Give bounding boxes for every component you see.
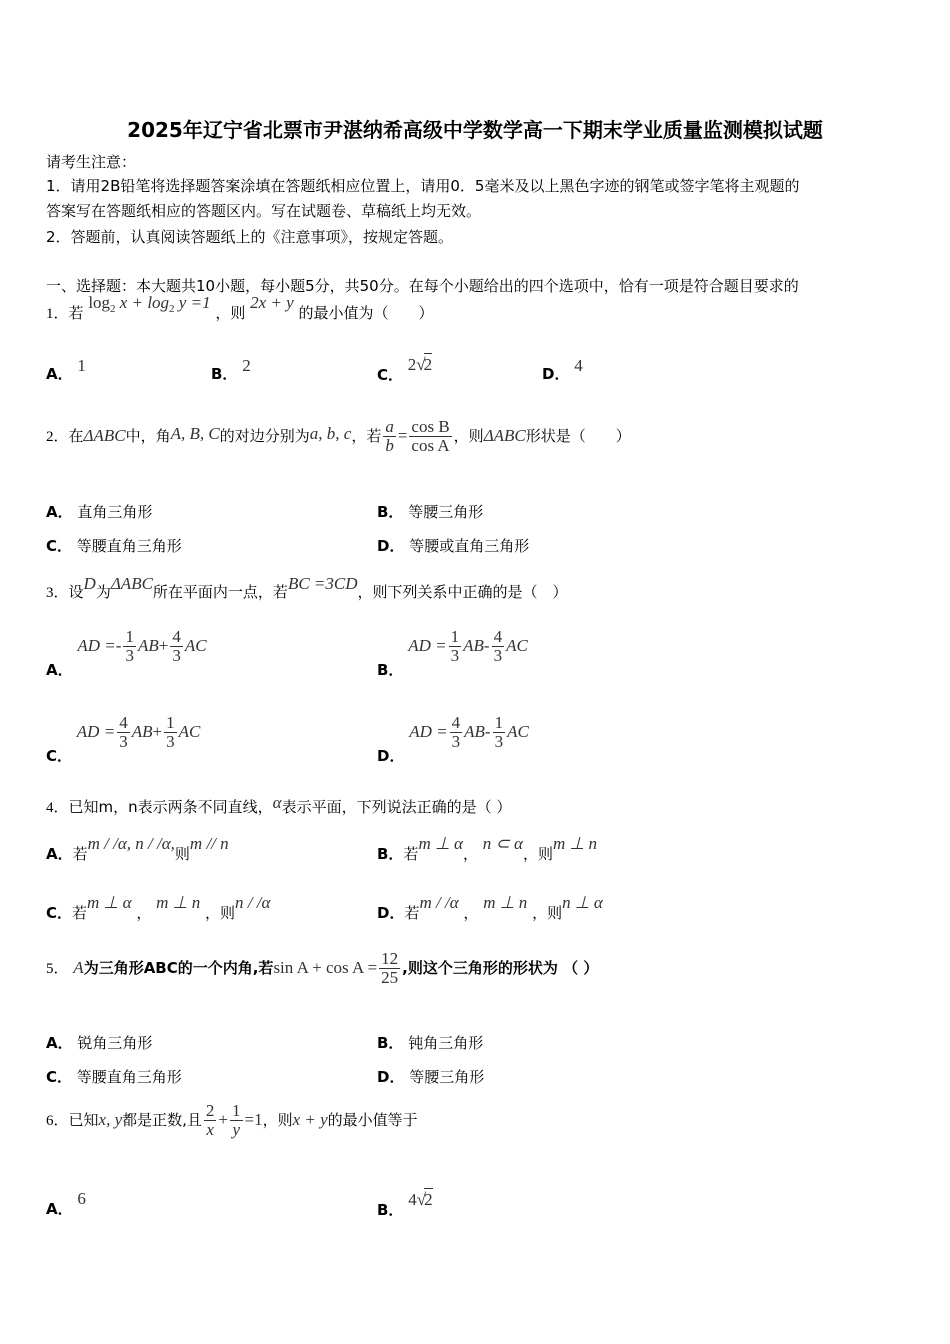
q4-option-b[interactable]: B．若m ⊥ α， n ⊂ α，则m ⊥ n bbox=[377, 834, 598, 863]
q4-option-c[interactable]: C．若m ⊥ α ， m ⊥ n ，则n / /α bbox=[46, 893, 271, 922]
q3-option-c[interactable]: C． AD = $\frac{4}{3}$ AB+ $\frac{1}{3}$ AC bbox=[46, 713, 201, 765]
q6-option-b[interactable]: B． 4√2 bbox=[377, 1190, 433, 1219]
question-1: 1．若 $\log_2 x + \log_2 y =1$ ，则 2x + y 的最小值为（ ） bbox=[46, 293, 434, 322]
q3-option-d[interactable]: D． AD = $\frac{4}{3}$ AB- $\frac{1}{3}$ AC bbox=[377, 713, 529, 765]
q3-option-a[interactable]: A． AD =- $\frac{1}{3}$ AB+ $\frac{4}{3}$ AC bbox=[46, 627, 207, 679]
q2-option-a[interactable]: A． 直角三角形 bbox=[46, 503, 153, 521]
question-3: 3．设D为ΔABC所在平面内一点，若BC =3CD，则下列关系中正确的是（ ） bbox=[46, 574, 568, 601]
sqrt-icon: √ bbox=[416, 1190, 427, 1209]
q5-option-d[interactable]: D． 等腰三角形 bbox=[377, 1068, 485, 1086]
question-6: 6．已知x, y都是正数,且 $\frac{2}{x}$ + $\frac{1}{y}$ =1，则x + y的最小值等于 bbox=[46, 1101, 418, 1139]
notice-line-2: 2．答题前，认真阅读答题纸上的《注意事项》，按规定答题。 bbox=[46, 228, 454, 246]
page-title: 2025年辽宁省北票市尹湛纳希高级中学数学高一下期末学业质量监测模拟试题 bbox=[127, 118, 823, 142]
notice-line-1b: 答案写在答题纸相应的答题区内。写在试题卷、草稿纸上均无效。 bbox=[46, 202, 482, 220]
notice-heading: 请考生注意： bbox=[46, 153, 137, 171]
sqrt-icon: √ bbox=[416, 355, 426, 374]
question-4: 4．已知m，n表示两条不同直线，α表示平面，下列说法正确的是（ ） bbox=[46, 793, 512, 816]
question-5: 5． A为三角形ABC的一个内角,若sin A + cos A = $\frac{12}{25}$ ,则这个三角形的形状为 （ ） bbox=[46, 949, 599, 987]
q5-option-b[interactable]: B． 钝角三角形 bbox=[377, 1034, 484, 1052]
q2-option-d[interactable]: D． 等腰或直角三角形 bbox=[377, 537, 530, 555]
question-2: 2．在ΔABC中，角A, B, C的对边分别为a, b, c，若 $\frac{a}{b}$ = $\frac{\text{cos B}}{\text{cos A}}$ ，则ΔABC形状是（ ） bbox=[46, 417, 631, 455]
q2-option-c[interactable]: C． 等腰直角三角形 bbox=[46, 537, 182, 555]
q1-option-c[interactable]: C． 2√2 bbox=[377, 355, 433, 384]
notice-line-1a: 1．请用2B铅笔将选择题答案涂填在答题纸相应位置上，请用0．5毫米及以上黑色字迹的钢笔或签字笔将主观题的 bbox=[46, 177, 800, 195]
q6-option-a[interactable]: A． 6 bbox=[46, 1189, 86, 1218]
q1-option-a[interactable]: A． 1 bbox=[46, 356, 86, 383]
q1-option-d[interactable]: D． 4 bbox=[542, 356, 583, 383]
q3-option-b[interactable]: B． AD = $\frac{1}{3}$ AB- $\frac{4}{3}$ AC bbox=[377, 627, 528, 679]
q1-condition: $\log_2 x + \log_2 y =1$ bbox=[88, 293, 211, 315]
q4-option-d[interactable]: D．若m / /α ， m ⊥ n ，则n ⊥ α bbox=[377, 893, 603, 922]
q5-option-a[interactable]: A． 锐角三角形 bbox=[46, 1034, 153, 1052]
q4-option-a[interactable]: A．若m / /α, n / /α,则m // n bbox=[46, 834, 229, 863]
q5-option-c[interactable]: C． 等腰直角三角形 bbox=[46, 1068, 182, 1086]
q1-option-b[interactable]: B． 2 bbox=[211, 356, 251, 383]
section-heading: 一、选择题：本大题共10小题，每小题5分，共50分。在每个小题给出的四个选项中，恰有一项是符合题目要求的 bbox=[46, 277, 799, 295]
q2-option-b[interactable]: B． 等腰三角形 bbox=[377, 503, 484, 521]
